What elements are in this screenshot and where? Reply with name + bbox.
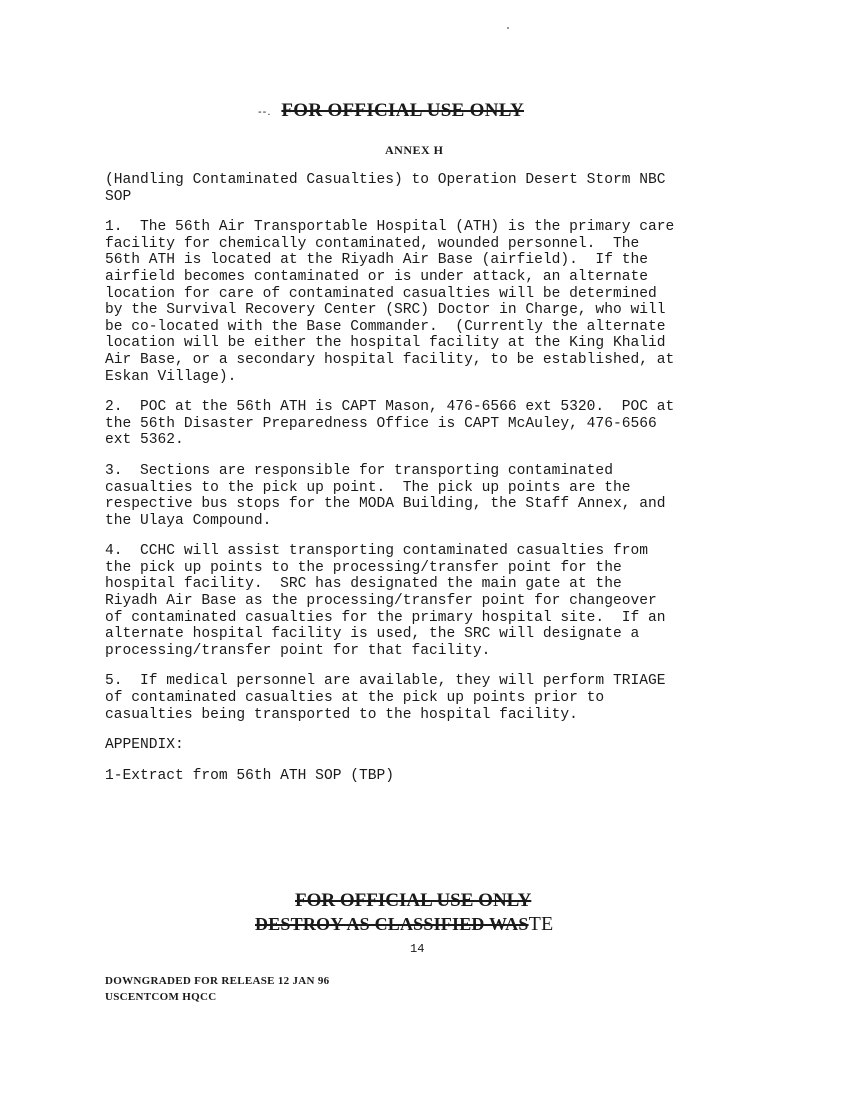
document-body: [105, 172, 765, 798]
paragraph-2: 2. POC at the 56th ATH is CAPT Mason, 476-6566 ext 5320. POC at the 56th Disaster Preparedness Office is CAPT McAuley, 476-6566 ext 5362.: [105, 399, 675, 449]
appendix-item: 1-Extract from 56th ATH SOP (TBP): [105, 767, 395, 784]
paragraph-1: 1. The 56th Air Transportable Hospital (ATH) is the primary care facility for chemically contaminated, wounded personnel. The 56th ATH is located at the Riyadh Air Base (airfield). If the airfield becomes contaminated or is under attack, an alternate location for care of contaminated casualties will be determined by the Survival Recovery Center (SRC) Doctor in Charge, who will be co-located with the Base Commander. (Currently the alternate location will be either the hospital facility at the King Khalid Air Base, or a secondary hospital facility, to be established, at Eskan Village).: [105, 219, 675, 385]
release-stamp-line2: USCENTCOM HQCC: [105, 991, 217, 1003]
page-number: 14: [410, 942, 425, 956]
footer-destroy-tail: TE: [528, 913, 554, 935]
scan-speck: [507, 27, 509, 29]
header-classification-marking: [258, 100, 578, 122]
paragraph-intro: (Handling Contaminated Casualties) to Operation Desert Storm NBC SOP: [105, 172, 666, 205]
paragraph-3: 3. Sections are responsible for transporting contaminated casualties to the pick up point. The pick up points are the respective bus stops for the MODA Building, the Staff Annex, and the Ulaya Compound.: [105, 462, 666, 529]
release-stamp-line1: DOWNGRADED FOR RELEASE 12 JAN 96: [105, 975, 330, 987]
footer-marking-line2: [255, 913, 553, 936]
paragraph-4: 4. CCHC will assist transporting contaminated casualties from the pick up points to the processing/transfer point for the hospital facility. SRC has designated the main gate at the Riyadh Air Base as the processing/transfer point for changeover of contaminated casualties for the primary hospital site. If an alternate hospital facility is used, the SRC will designate a processing/transfer point for that facility.: [105, 543, 666, 659]
header-dash: --.: [258, 106, 272, 119]
header-marking-text: FOR OFFICIAL USE ONLY: [281, 100, 525, 121]
paragraph-5: 5. If medical personnel are available, they will perform TRIAGE of contaminated casualties at the pick up points prior to casualties being transported to the hospital facility.: [105, 673, 666, 723]
footer-marking-line1: FOR OFFICIAL USE ONLY: [295, 890, 532, 911]
annex-title: ANNEX H: [385, 143, 444, 157]
appendix-heading: APPENDIX:: [105, 737, 184, 754]
footer-destroy-struck: DESTROY AS CLASSIFIED WAS: [255, 914, 529, 934]
release-stamp: [105, 973, 329, 1005]
